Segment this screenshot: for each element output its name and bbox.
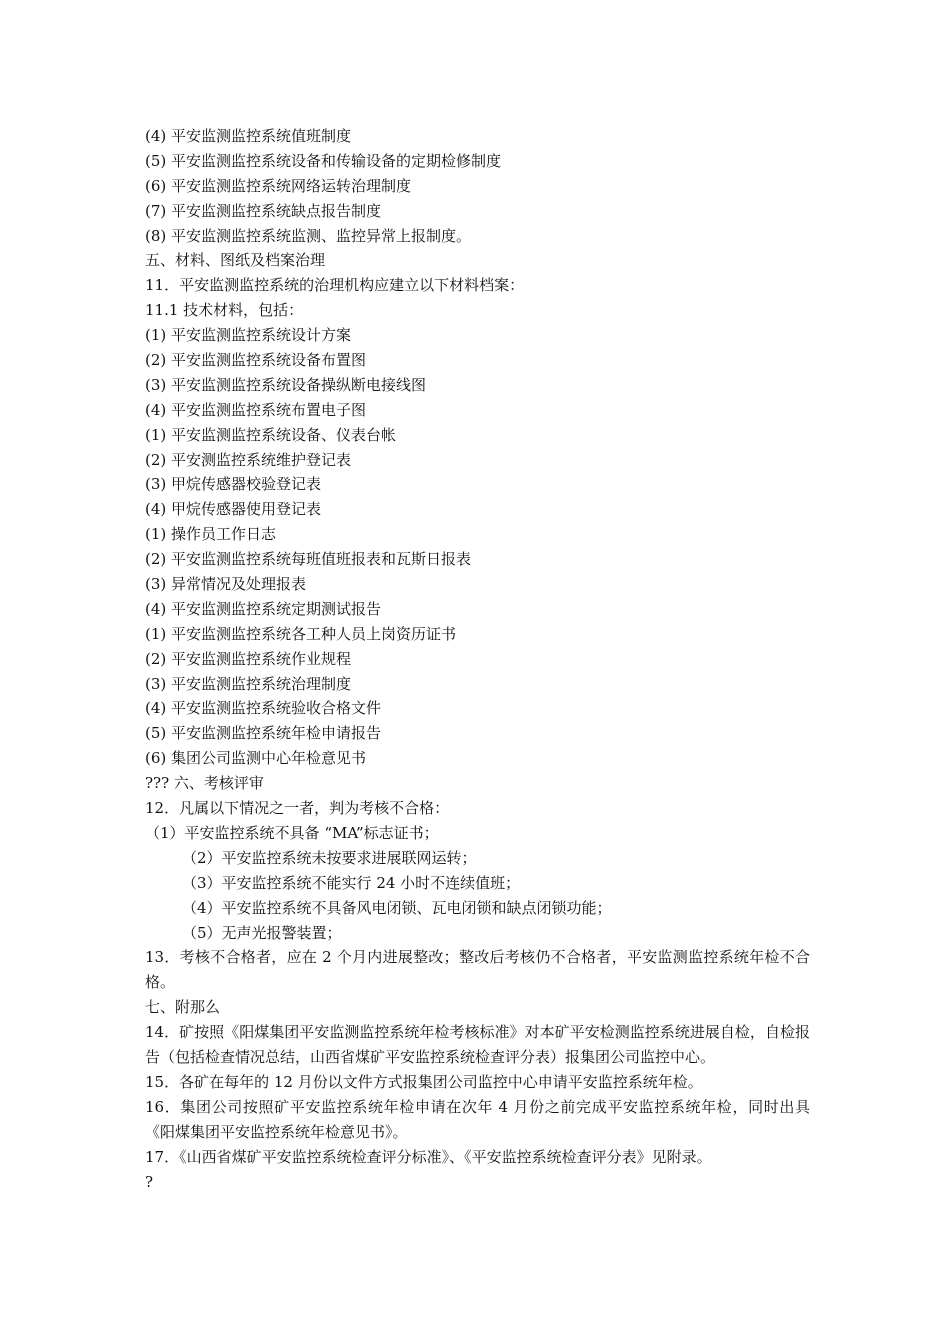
list-item: （1）平安监控系统不具备 “MA”标志证书； xyxy=(145,823,439,842)
trailing-mark: ? xyxy=(145,1172,154,1191)
clause-15: 15．各矿在每年的 12 月份以文件方式报集团公司监控中心申请平安监控系统年检。 xyxy=(145,1072,703,1091)
list-item: (2) 平安测监控系统维护登记表 xyxy=(145,450,352,469)
list-item: (4) 甲烷传感器使用登记表 xyxy=(145,500,322,519)
list-item: (4) 平安监测监控系统值班制度 xyxy=(145,127,352,145)
clause-13: 13．考核不合格者，应在 2 个月内进展整改；整改后考核仍不合格者，平安监测监控系统年检不合格。 xyxy=(145,948,810,992)
clause-12: 12．凡属以下情况之一者，判为考核不合格： xyxy=(145,799,450,818)
list-item: (2) 平安监测监控系统设备布置图 xyxy=(145,351,367,370)
clause-17: 17．《山西省煤矿平安监控系统检查评分标准》、《平安监控系统检查评分表》见附录。 xyxy=(145,1147,712,1166)
list-item: (1) 平安监测监控系统设备、仪表台帐 xyxy=(145,425,397,444)
list-item: (5) 平安监测监控系统年检申请报告 xyxy=(145,724,382,743)
clause-11-1: 11.1 技术材料，包括： xyxy=(145,301,304,320)
list-item: (4) 平安监测监控系统布置电子图 xyxy=(145,400,367,419)
list-item: (4) 平安监测监控系统定期测试报告 xyxy=(145,599,382,618)
list-item: （5）无声光报警装置； xyxy=(182,923,342,942)
list-item: (8) 平安监测监控系统监测、监控异常上报制度。 xyxy=(145,226,472,245)
list-item: (3) 平安监测监控系统设备操纵断电接线图 xyxy=(145,375,427,394)
document-body xyxy=(145,124,810,1194)
list-item: (1) 操作员工作日志 xyxy=(145,525,277,544)
list-item: （2）平安监控系统未按要求进展联网运转； xyxy=(182,848,477,867)
list-item: (1) 平安监测监控系统各工种人员上岗资历证书 xyxy=(145,624,457,643)
list-item: (6) 集团公司监测中心年检意见书 xyxy=(145,749,367,768)
list-item: （3）平安监控系统不能实行 24 小时不连续值班； xyxy=(182,873,521,892)
list-item: (1) 平安监测监控系统设计方案 xyxy=(145,326,352,345)
list-item: (7) 平安监测监控系统缺点报告制度 xyxy=(145,201,382,220)
list-item: (2) 平安监测监控系统作业规程 xyxy=(145,649,352,668)
clause-11: 11．平安监测监控系统的治理机构应建立以下材料档案： xyxy=(145,276,525,295)
clause-16: 16．集团公司按照矿平安监控系统年检申请在次年 4 月份之前完成平安监控系统年检，同时出具《阳煤集团平安监控系统年检意见书》。 xyxy=(145,1097,810,1141)
clause-14: 14．矿按照《阳煤集团平安监测监控系统年检考核标准》对本矿平安检测监控系统进展自检，自检报告（包括检查情况总结，山西省煤矿平安监控系统检查评分表）报集团公司监控中心。 xyxy=(145,1023,810,1066)
section-heading-5: 五、材料、图纸及档案治理 xyxy=(145,251,326,270)
list-item: (3) 平安监测监控系统治理制度 xyxy=(145,674,352,693)
list-item: （4）平安监控系统不具备风电闭锁、瓦电闭锁和缺点闭锁功能； xyxy=(182,898,612,917)
section-heading-6: ??? 六、考核评审 xyxy=(145,774,264,793)
list-item: (3) 甲烷传感器校验登记表 xyxy=(145,475,322,494)
section-heading-7: 七、附那么 xyxy=(145,998,221,1017)
list-item: (4) 平安监测监控系统验收合格文件 xyxy=(145,699,382,718)
list-item: (6) 平安监测监控系统网络运转治理制度 xyxy=(145,176,412,195)
list-item: (5) 平安监测监控系统设备和传输设备的定期检修制度 xyxy=(145,151,502,170)
list-item: (2) 平安监测监控系统每班值班报表和瓦斯日报表 xyxy=(145,550,472,569)
list-item: (3) 异常情况及处理报表 xyxy=(145,575,307,594)
